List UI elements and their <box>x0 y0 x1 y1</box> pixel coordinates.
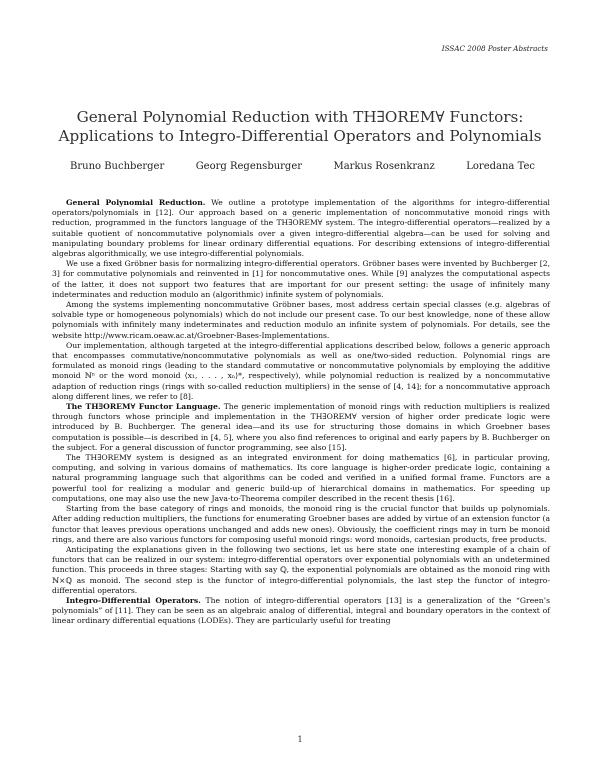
title-line-2: Applications to Integro-Differential Operators and Polynomials <box>58 127 542 145</box>
section-heading: The TH∃OREM∀ Functor Language. <box>66 402 221 412</box>
paper-title <box>40 108 560 146</box>
paragraph-text: Starting from the base category of rings and monoids, the monoid ring is the crucial functor that builds up polynomials. After adding reduction multipliers, the functions for enumerating Groebner bases are added by virtue of an extension functor (a functor that leaves previous operations unchanged and adds new ones). Obviously, the coefficient rings may in turn be monoid rings, and there are also various functors for composing useful monoid rings: word monoids, cartesian products, free products. <box>52 504 550 544</box>
section-heading: General Polynomial Reduction. <box>66 198 206 207</box>
author-name: Markus Rosenkranz <box>333 161 435 172</box>
paper-body <box>52 198 550 627</box>
body-paragraph <box>52 259 550 300</box>
body-paragraph <box>52 300 550 341</box>
section-heading: Integro-Differential Operators. <box>66 595 201 605</box>
author-name: Georg Regensburger <box>195 161 303 172</box>
paragraph-text: The notion of integro-differential operators [13] is a generalization of the “Green’s polynomials” of [11]. They can be seen as an algebraic analog of differential, integral and boundary operators in the context of linear ordinary differential equations (LODEs). They are particularly useful for treating <box>52 595 551 626</box>
paragraph-text: The generic implementation of monoid rings with reduction multipliers is realized through functors whose principle and implementation in the TH∃OREM∀ version of higher order predicate logic were introduced by B. Buchberger. The general idea—and its use for structuring those domains in which Groebner bases computation is possible—is described in [4, 5], where you also find references to original and early papers by B. Buchberger on the subject. For a general discussion of functor programming, see also [15]. <box>52 402 551 452</box>
paragraph-text: Our implementation, although targeted at the integro-differential applications described below, follows a generic approach that encompasses commutative/noncommutative polynomials as well as one/two-sided reduction. Polynomial rings are formulated as monoid rings (leading to the standard commutative or noncommutative polynomials by employing the additive monoid ℕⁿ or the word monoid ⟨x₁, . . . , xₙ⟩*, respectively), while polynomial reduction is realized by a noncommutative adaption of reduction rings (rings with so-called reduction multipliers) in the sense of [4, 14]; for a noncommutative approach along different lines, we refer to [8]. <box>52 340 550 401</box>
body-paragraph <box>52 504 550 545</box>
author-name: Bruno Buchberger <box>70 161 165 172</box>
author-name: Loredana Tec <box>466 161 535 172</box>
paragraph-text: Anticipating the explanations given in the following two sections, let us here state one interesting example of a chain of functors that can be realized in our system: integro-differential operators over exponential polynomials with an undetermined function. This proceeds in three stages: Starting with say ℚ, the exponential polynomials are obtained as the monoid ring with ℕ×ℚ as monoid. The second step is the functor of integro-differential polynomials, the last step the functor of integro-differential operators. <box>52 544 550 595</box>
conference-header: ISSAC 2008 Poster Abstracts <box>441 44 548 53</box>
body-paragraph <box>52 545 550 596</box>
paragraph-text: We outline a prototype implementation of the algorithms for integro-differential operators/polynomials in [12]. Our approach based on a generic implementation of noncommutative monoid rings with reduction, programmed in the functors language of the TH∃OREM∀ system. The integro-differential operators—realized by a suitable quotient of noncommutative polynomials over a given integro-differential algebra—can be used for solving and manipulating boundary problems for linear ordinary differential equations. For describing extensions of integro-differential algebras algorithmically, we use integro-differential polynomials. <box>52 198 550 259</box>
author-list <box>70 161 535 172</box>
paragraph-text: We use a fixed Gröbner basis for normalizing integro-differential operators. Gröbner bases were invented by Buchberger [2, 3] for commutative polynomials and reinvented in [1] for noncommutative ones. While [9] analyzes the computational aspects of the latter, it does not support two features that are important for our present setting: the usage of infinitely many indeterminates and reduction modulo an (algorithmic) infinite system of polynomials. <box>52 259 550 299</box>
body-paragraph <box>52 341 550 402</box>
paragraph-text: Among the systems implementing noncommutative Gröbner bases, most address certain special classes (e.g. algebras of solvable type or homogeneous polynomials) which do not include our present case. To our best knowledge, none of these allow polynomials with infinitely many indeterminates and reduction modulo an infinite system of polynomials. For details, see the website http://www.ricam.oeaw.ac.at/Groebner-Bases-Implementations. <box>52 300 550 340</box>
paragraph-text: The TH∃OREM∀ system is designed as an integrated environment for doing mathematics [6], in particular proving, computing, and solving in various domains of mathematics. Its core language is higher-order predicate logic, containing a natural programming language such that algorithms can be coded and verified in a unified formal frame. Functors are a powerful tool for realizing a modular and generic build-up of hierarchical domains in mathematics. For speeding up computations, one may also use the new Java-to-Theorema compiler described in the recent thesis [16]. <box>52 453 550 503</box>
body-paragraph <box>52 596 550 627</box>
body-paragraph <box>52 198 550 259</box>
body-paragraph <box>52 453 550 504</box>
body-paragraph <box>52 402 550 453</box>
page-number: 1 <box>297 735 303 744</box>
title-line-1: General Polynomial Reduction with TH∃OREM∀ Functors: <box>76 108 524 126</box>
